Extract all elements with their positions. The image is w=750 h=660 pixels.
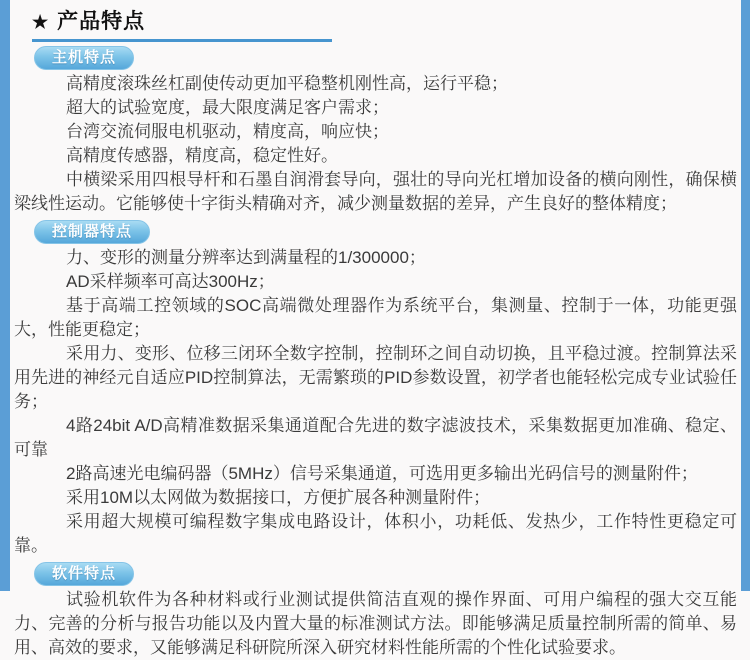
- feature-paragraph: 采用超大规模可编程数字集成电路设计，体积小，功耗低、发热少，工作特性更稳定可靠。: [14, 512, 737, 555]
- feature-paragraph: 采用10M以太网做为数据接口，方便扩展各种测量附件；: [66, 488, 491, 507]
- feature-paragraph: 基于高端工控领域的SOC高端微处理器作为系统平台，集测量、控制于一体，功能更强大，性能更稳定；: [14, 296, 737, 339]
- left-accent-bar: [0, 0, 10, 591]
- feature-paragraph: 超大的试验宽度，最大限度满足客户需求；: [66, 98, 389, 117]
- section-badge-row: [34, 220, 741, 242]
- feature-paragraph: 力、变形的测量分辨率达到满量程的1/300000；: [66, 248, 426, 267]
- feature-paragraph: 4路24bit A/D高精准数据采集通道配合先进的数字滤波技术，采集数据更加准确、稳定、可靠: [14, 416, 737, 459]
- page-header: [10, 0, 741, 42]
- controller-features-badge: 控制器特点: [34, 220, 150, 244]
- page-title-row: [32, 9, 741, 35]
- section-badge-row: [34, 562, 741, 584]
- host-features-badge: 主机特点: [34, 46, 134, 70]
- feature-paragraph: 高精度滚珠丝杠副使传动更加平稳整机刚性高，运行平稳；: [66, 74, 508, 93]
- section-controller-features: [10, 220, 741, 558]
- feature-paragraph: AD采样频率可高达300Hz；: [66, 272, 275, 291]
- software-features-badge: 软件特点: [34, 562, 134, 586]
- product-features-panel: [10, 0, 741, 657]
- feature-paragraph: 高精度传感器，精度高，稳定性好。: [66, 146, 338, 165]
- feature-paragraph: 台湾交流伺服电机驱动，精度高，响应快；: [66, 122, 389, 141]
- page-title: 产品特点: [57, 10, 146, 33]
- star-icon: ★: [32, 12, 50, 32]
- section-badge-row: [34, 46, 741, 68]
- title-underline: [32, 39, 332, 42]
- feature-paragraph: 采用力、变形、位移三闭环全数字控制，控制环之间自动切换，且平稳过渡。控制算法采用先进的神经元自适应PID控制算法，无需繁琐的PID参数设置，初学者也能轻松完成专业试验任务；: [14, 344, 737, 411]
- feature-paragraph: 试验机软件为各种材料或行业测试提供简洁直观的操作界面、可用户编程的强大交互能力、完善的分析与报告功能以及内置大量的标准测试方法。即能够满足质量控制所需的简单、易用、高效的要求，又能够满足科研院所深入研究材料性能所需的个性化试验要求。: [14, 590, 737, 657]
- section-host-features: [10, 46, 741, 216]
- feature-paragraph: 中横梁采用四根导杆和石墨自润滑套导向，强壮的导向光杠增加设备的横向刚性，确保横梁线性运动。它能够使十字街头精确对齐，减少测量数据的差异，产生良好的整体精度；: [14, 170, 737, 213]
- section-software-features: [10, 562, 741, 660]
- right-accent-bar: [741, 0, 750, 591]
- feature-paragraph: 2路高速光电编码器（5MHz）信号采集通道，可选用更多输出光码信号的测量附件；: [66, 464, 698, 483]
